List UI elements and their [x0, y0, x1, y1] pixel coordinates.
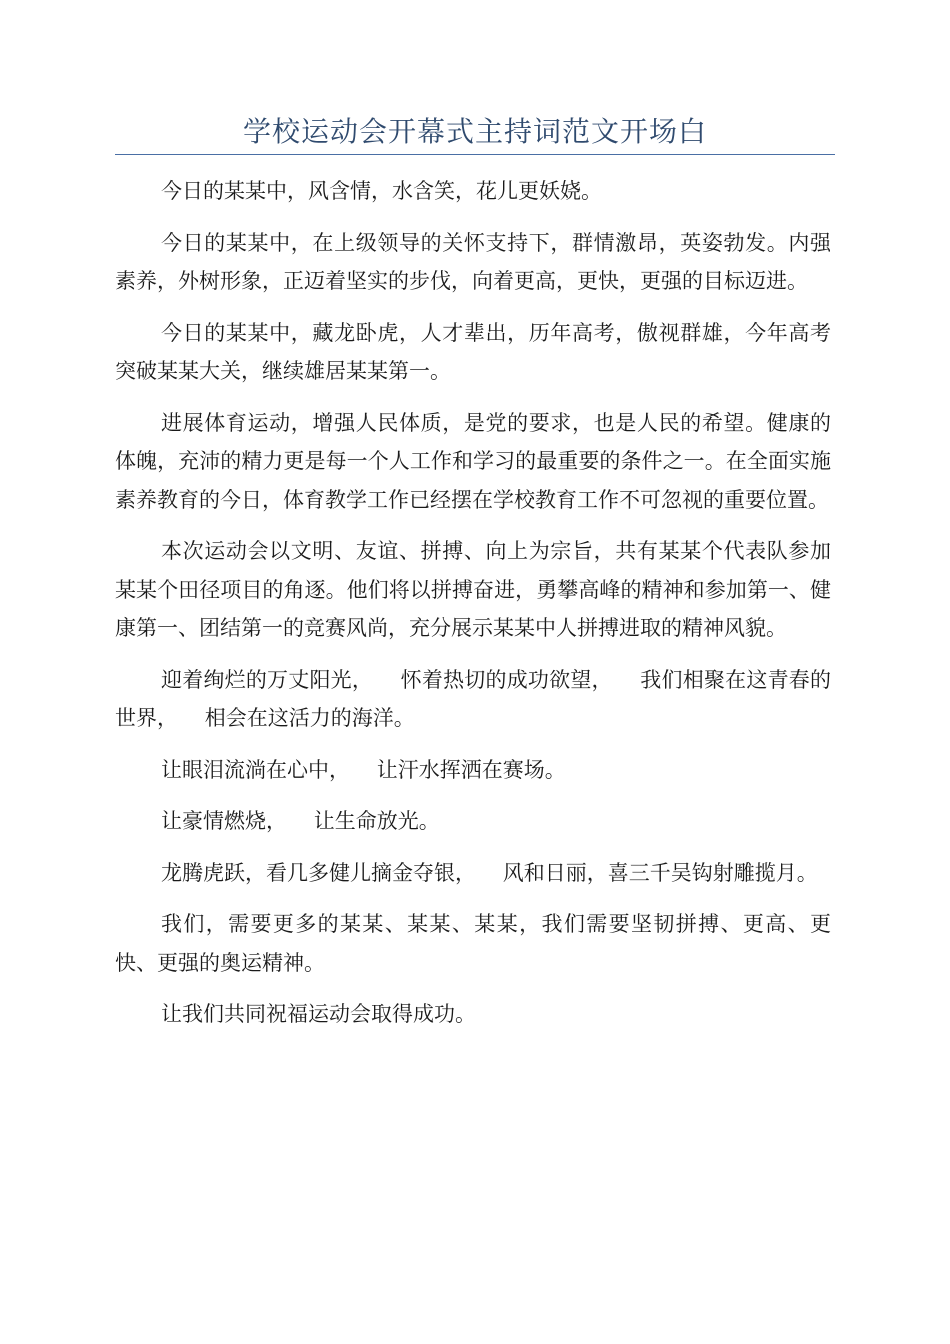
- paragraph: 龙腾虎跃，看几多健儿摘金夺银， 风和日丽，喜三千吴钩射雕揽月。: [161, 860, 818, 885]
- paragraph: 迎着绚烂的万丈阳光， 怀着热切的成功欲望， 我们相聚在这青春的世界， 相会在这活力的海洋。: [115, 667, 831, 730]
- paragraph: 本次运动会以文明、友谊、拼搏、向上为宗旨，共有某某个代表队参加某某个田径项目的角逐。他们将以拼搏奋进，勇攀高峰的精神和参加第一、健康第一、团结第一的竞赛风尚，充分展示某某中人拼搏进取的精神风貌。: [115, 539, 831, 640]
- document-title: 学校运动会开幕式主持词范文开场白: [242, 115, 707, 148]
- paragraph: 我们，需要更多的某某、某某、某某，我们需要坚韧拼搏、更高、更快、更强的奥运精神。: [115, 912, 831, 975]
- paragraph: 进展体育运动，增强人民体质，是党的要求，也是人民的希望。健康的体魄，充沛的精力更是每一个人工作和学习的最重要的条件之一。在全面实施素养教育的今日，体育教学工作已经摆在学校教育工作不可忽视的重要位置。: [115, 410, 831, 512]
- title-underline: [115, 154, 835, 155]
- paragraph: 今日的某某中，在上级领导的关怀支持下，群情激昂，英姿勃发。内强素养，外树形象，正迈着坚实的步伐，向着更高，更快，更强的目标迈进。: [115, 230, 831, 293]
- paragraph: 让我们共同祝福运动会取得成功。: [161, 1002, 476, 1026]
- paragraph: 让豪情燃烧， 让生命放光。: [161, 809, 440, 833]
- document-body: [115, 172, 831, 1047]
- paragraph: 今日的某某中，风含情，水含笑，花儿更妖娆。: [161, 179, 602, 203]
- paragraph: 今日的某某中，藏龙卧虎，人才辈出，历年高考，傲视群雄，今年高考突破某某大关，继续雄居某某第一。: [115, 320, 831, 383]
- paragraph: 让眼泪流淌在心中， 让汗水挥洒在赛场。: [161, 757, 566, 782]
